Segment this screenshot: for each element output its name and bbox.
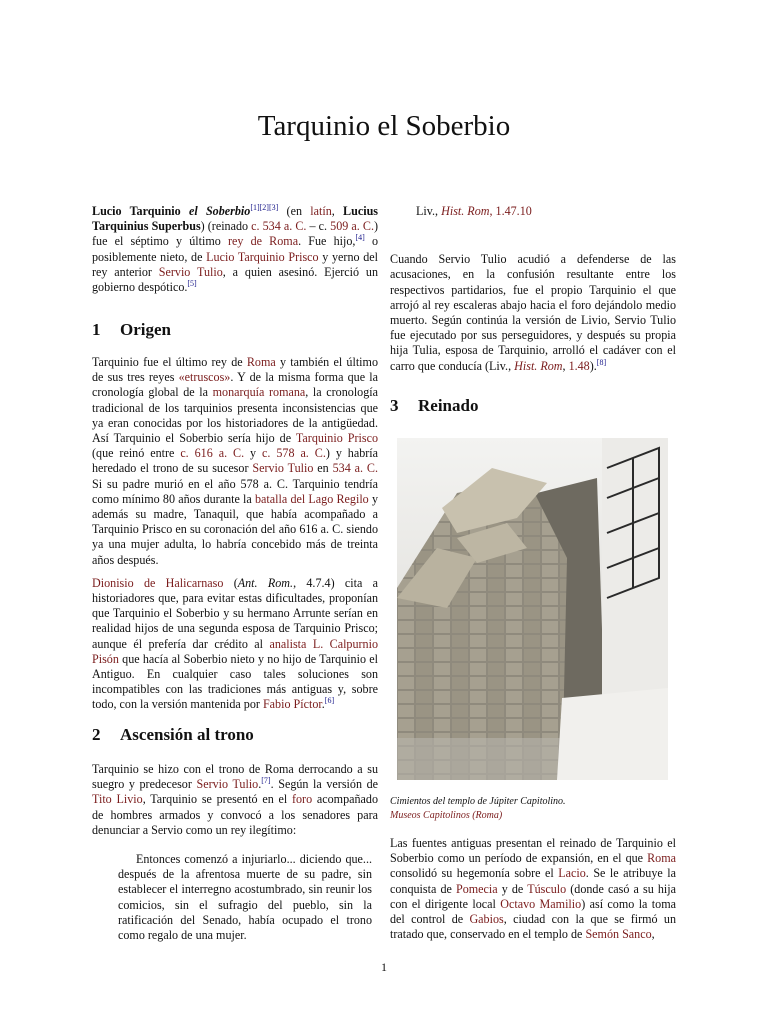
reinado-paragraph: Las fuentes antiguas presentan el reinado de Tarquinio el Soberbio como un período de expansión, en el que Roma consolidó su hegemonía sobre el Lacio. Se le atribuye la conquista de Pomecia y de Túsculo (donde casó a su hija con el dirigente local Octavo Mamilio) así como la toma del control de Gabios, ciudad con la que se firmó un tratado que, conservado en el templo de Semón Sanco, [390, 836, 676, 942]
section-heading-ascension: 2 Ascensión al trono [92, 725, 254, 744]
link-tusculo[interactable]: Túsculo [527, 881, 567, 896]
name-bold: Lucio Tarquinio [92, 204, 181, 218]
link-tarquinio-prisco[interactable]: Tarquinio Prisco [295, 431, 379, 446]
name-italic: el Soberbio [188, 204, 251, 218]
link-fabio-pictor[interactable]: Fabio Píctor [262, 697, 322, 712]
link-hist-rom[interactable]: Hist. Rom [514, 358, 563, 373]
link-servio-tulio[interactable]: Servio Tulio [252, 461, 314, 476]
link-semon-sanco[interactable]: Semón Sanco [585, 927, 652, 942]
link-date[interactable]: c. 616 a. C. [180, 446, 245, 461]
right-column [390, 204, 676, 382]
link-roma[interactable]: Roma [647, 851, 676, 866]
reinado-section [390, 836, 676, 950]
link-pomecia[interactable]: Pomecia [455, 881, 498, 896]
link-date[interactable]: 509 a. C. [330, 219, 374, 234]
link-octavo-mamilio[interactable]: Octavo Mamilio [500, 896, 582, 911]
link-latin[interactable]: latín [310, 204, 332, 218]
link-tito-livio[interactable]: Tito Livio [92, 792, 143, 807]
origen-paragraph-2: Dionisio de Halicarnaso (Ant. Rom., 4.7.4) cita a historiadores que, para evitar estas dificultades, proponían que Tarquinio el Soberbio y su hermano Arrunte serían en realidad hijos de una segunda esposa de Tarquinio Prisco; aunque él prefería dar crédito al analista L. Calpurnio Pisón que hacía al Soberbio nieto y no hijo de Tarquinio el Antiguo. En cualquier caso tales soluciones son incompatibles con las tradiciones más antiguas y, sobre todo, con la versión mantenida por Fabio Píctor.[6] [92, 575, 379, 712]
page-title: Tarquinio el Soberbio [257, 110, 511, 142]
latin-name: Lucius Tarquinius Superbus [92, 204, 378, 234]
link-rey-de-roma[interactable]: rey de Roma [227, 234, 299, 249]
quote-block [92, 852, 378, 943]
ascension-paragraph: Tarquinio se hizo con el trono de Roma derrocando a su suegro y predecesor Servio Tulio.[7]. Según la versión de Tito Livio, Tarquinio se presentó en el foro acompañado de hombres armados y convocó a los senadores para denunciar a Servio como un rey ilegítimo: [92, 762, 379, 837]
link-batalla[interactable]: batalla del Lago Regilo [255, 491, 369, 506]
ref-link[interactable]: [4] [355, 233, 365, 243]
link-analista[interactable]: analista [269, 636, 307, 651]
link-servio-tulio[interactable]: Servio Tulio [158, 264, 223, 279]
caption-line-1: Cimientos del templo de Júpiter Capitolino. [390, 796, 566, 807]
page-number: 1 [381, 960, 387, 974]
link-hist-rom[interactable]: Hist. Rom [441, 204, 490, 218]
origen-paragraph-1: Tarquinio fue el último rey de Roma y también el último de sus tres reyes «etruscos». Y de la misma forma que la cronología global de la monarquía romana, la cronología tradicional de los tarquinios presenta inconsistencias que ya eran conocidas por los historiadores de la antigüedad. Así Tarquinio el Soberbio sería hijo de Tarquinio Prisco (que reinó entre c. 616 a. C. y c. 578 a. C.) y habría heredado el trono de su sucesor Servio Tulio en 534 a. C. Si su padre murió en el año 578 a. C. Tarquinio tendría como mínimo 80 años durante la batalla del Lago Regilo y además su madre, Tanaquil, que había acompañado a Tarquinio Prisco en su coronación del año 616 a. C. siendo ya una mujer adulta, lo habría concebido más de treinta años después. [92, 355, 379, 567]
section-heading-reinado: 3 Reinado [390, 396, 479, 415]
link-monarquia[interactable]: monarquía romana [212, 385, 306, 400]
link-gabios[interactable]: Gabios [469, 912, 504, 927]
ref-link[interactable]: [1][2][3] [250, 202, 279, 212]
link-etruscos[interactable]: «etruscos» [178, 370, 231, 385]
origen-section [92, 355, 378, 721]
link-date[interactable]: c. 578 a. C. [262, 446, 326, 461]
link-cite-number[interactable]: 1.48 [568, 358, 590, 373]
link-lacio[interactable]: Lacio [558, 866, 586, 881]
right-paragraph-1: Cuando Servio Tulio acudió a defenderse de las acusaciones, en la confusión resultante entre los respectivos partidarios, fue el propio Tarquinio el que arrojó al rey escaleras abajo hacia el foro dejándolo medio muerto. Según continúa la versión de Livio, Servio Tulio fue ejecutado por sus perseguidores, y después su propia hija Tulia, esposa de Tarquinio, arrolló el cadáver con el carro que conducía (Liv., Hist. Rom, 1.48).[8] [390, 252, 676, 373]
link-cite-number[interactable]: , 1.47.10 [489, 204, 532, 218]
ref-link[interactable]: [6] [324, 696, 335, 706]
link-foro[interactable]: foro [291, 792, 313, 807]
link-servio-tulio[interactable]: Servio Tulio [196, 777, 259, 792]
ref-link[interactable]: [7] [261, 776, 271, 786]
link-date[interactable]: 534 a. C. [332, 461, 378, 476]
link-pison[interactable]: L. Calpurnio Pisón [92, 636, 379, 666]
ref-link[interactable]: [8] [596, 357, 607, 367]
quote-text: Entonces comenzó a injuriarlo... diciendo que... después de la afrentosa muerte de su padre, sin establecer el interregno acostumbrado, sin reunir los comicios, sin el sufragio del pueblo, sin la ratificación del Senado, había ocupado el trono como regalo de una mujer. [118, 852, 372, 943]
intro-paragraph: Lucio Tarquinio el Soberbio[1][2][3] (en latín, Lucius Tarquinius Superbus) (reinado c. 534 a. C. – c. 509 a. C.) fue el séptimo y último rey de Roma. Fue hijo,[4] o posiblemente nieto, de Lucio Tarquinio Prisco y yerno del rey anterior Servio Tulio, a quien asesinó. Ejerció un gobierno despótico.[5] [92, 202, 379, 295]
ascension-section [92, 762, 378, 951]
ref-link[interactable]: [5] [187, 278, 197, 288]
link-lucio-tarquinio[interactable]: Lucio Tarquinio Prisco [206, 249, 319, 264]
link-roma[interactable]: Roma [246, 355, 276, 369]
link-dionisio[interactable]: Dionisio de Halicarnaso [92, 575, 224, 590]
figure-caption [390, 795, 676, 822]
link-date[interactable]: c. 534 a. C. [251, 219, 307, 234]
quote-citation: Liv., Hist. Rom, 1.47.10 [416, 204, 532, 218]
link-museos-capitolinos[interactable]: Museos Capitolinos (Roma) [390, 809, 503, 821]
left-column [92, 204, 378, 303]
temple-foundation-photo[interactable] [397, 438, 668, 780]
section-heading-origen: 1 Origen [92, 320, 171, 339]
